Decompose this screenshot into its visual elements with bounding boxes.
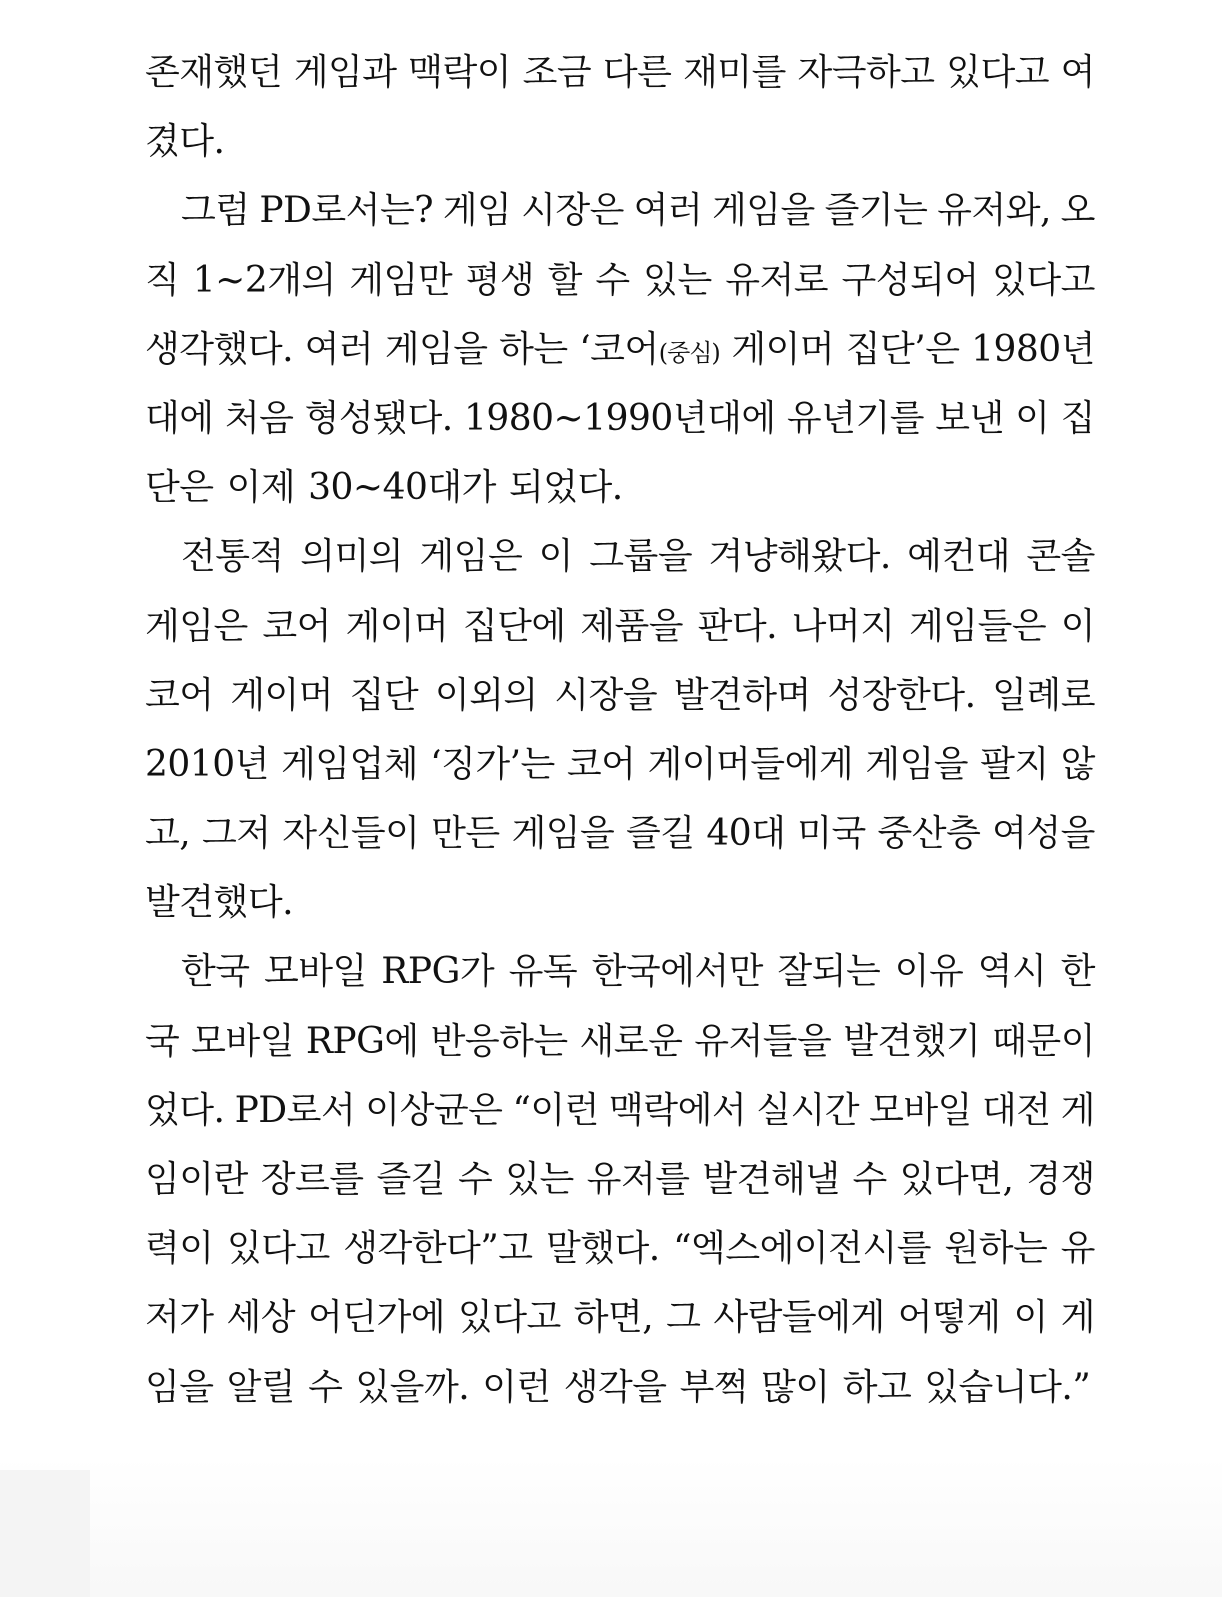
page-bottom-shadow (0, 1457, 1222, 1597)
text-line: 생각했다. 여러 게임을 하는 ‘코어(중심) 게이머 집단’은 1980년 (145, 328, 1095, 370)
paragraph (145, 176, 1095, 522)
text-line: 국 모바일 RPG에 반응하는 새로운 유저들을 발견했기 때문이 (145, 1020, 1095, 1062)
page-corner-shadow (0, 1470, 90, 1597)
text-line: 임이란 장르를 즐길 수 있는 유저를 발견해낼 수 있다면, 경쟁 (145, 1159, 1095, 1200)
text-line: 직 1~2개의 게임만 평생 할 수 있는 유저로 구성되어 있다고 (145, 259, 1095, 301)
text-line: 단은 이제 30~40대가 되었다. (145, 467, 623, 509)
text-line: 대에 처음 형성됐다. 1980~1990년대에 유년기를 보낸 이 집 (145, 397, 1095, 439)
text-line: 한국 모바일 RPG가 유독 한국에서만 잘되는 이유 역시 한 (181, 951, 1095, 993)
text-line: 임을 알릴 수 있을까. 이런 생각을 부쩍 많이 하고 있습니다.” (145, 1366, 1091, 1408)
paragraph (145, 38, 1095, 176)
text-line: 그럼 PD로서는? 게임 시장은 여러 게임을 즐기는 유저와, 오 (181, 190, 1095, 232)
text-line: 저가 세상 어딘가에 있다고 하면, 그 사람들에게 어떻게 이 게 (145, 1297, 1095, 1339)
text-line: 고, 그저 자신들이 만든 게임을 즐길 40대 미국 중산층 여성을 (145, 813, 1095, 855)
text-line: 겼다. (145, 121, 225, 163)
paragraph (145, 522, 1095, 937)
text-line: 코어 게이머 집단 이외의 시장을 발견하며 성장한다. 일례로 (145, 674, 1095, 716)
text-line: 존재했던 게임과 맥락이 조금 다른 재미를 자극하고 있다고 여 (145, 52, 1095, 93)
text-line: 력이 있다고 생각한다”고 말했다. “엑스에이전시를 원하는 유 (145, 1228, 1095, 1270)
text-line: 2010년 게임업체 ‘징가’는 코어 게이머들에게 게임을 팔지 않 (145, 743, 1095, 785)
paragraph (145, 937, 1095, 1421)
text-line: 게임은 코어 게이머 집단에 제품을 판다. 나머지 게임들은 이 (145, 605, 1095, 647)
text-line: 발견했다. (145, 882, 294, 924)
body-text (145, 38, 1095, 1422)
text-line: 전통적 의미의 게임은 이 그룹을 겨냥해왔다. 예컨대 콘솔 (181, 536, 1095, 578)
text-line: 었다. PD로서 이상균은 “이런 맥락에서 실시간 모바일 대전 게 (145, 1089, 1095, 1131)
